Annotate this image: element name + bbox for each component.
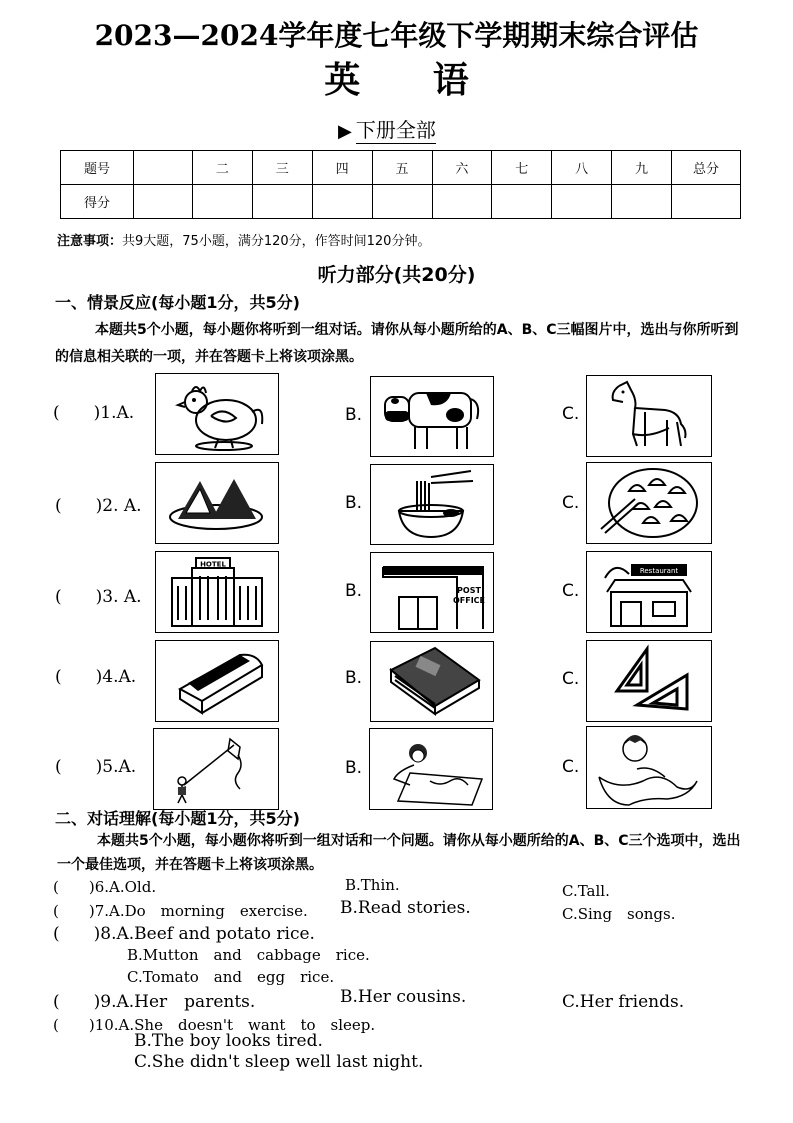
question-9-option-b: B.Her cousins.	[340, 987, 467, 1007]
dumplings-icon[interactable]	[586, 462, 712, 544]
notice	[57, 230, 430, 249]
table-cell: 题号	[61, 151, 134, 185]
score-input-cell[interactable]	[492, 185, 552, 219]
question-3-number: ( )3. A.	[55, 587, 142, 607]
question-10-option-c: C.She didn't sleep well last night.	[134, 1052, 424, 1072]
eraser-icon[interactable]	[155, 640, 279, 722]
question-2-number: ( )2. A.	[55, 496, 142, 516]
question-8-option-c: C.Tomato and egg rice.	[127, 968, 335, 986]
swimming-icon[interactable]	[586, 726, 712, 809]
noodles-icon[interactable]	[370, 464, 494, 545]
horse-icon[interactable]	[586, 375, 712, 457]
scope-text: 下册全部	[355, 118, 436, 142]
notice-text: 共9大题，75小题，满分120分，作答时间120分钟。	[122, 234, 431, 249]
table-cell: 二	[193, 151, 253, 185]
question-5-option-c: C.	[562, 757, 580, 777]
score-input-cell[interactable]	[193, 185, 253, 219]
set-square-icon[interactable]	[586, 640, 712, 722]
section2-heading: 二、对话理解(每小题1分，共5分)	[55, 809, 300, 828]
scope-line	[338, 114, 436, 143]
score-input-cell[interactable]	[552, 185, 612, 219]
section2-instruction: 本题共5个小题，每小题你将听到一组对话和一个问题。请你从每小题所给的A、B、C三个选项中，选出一个最佳选项，并在答题卡上将该项涂黑。	[57, 833, 741, 873]
question-3-option-b: B.	[345, 581, 363, 601]
score-table	[60, 150, 741, 219]
post-office-icon[interactable]	[370, 552, 494, 633]
question-9-option-c: C.Her friends.	[562, 992, 685, 1012]
section1-heading: 一、情景反应(每小题1分，共5分)	[55, 293, 300, 312]
score-input-cell[interactable]	[134, 185, 193, 219]
hen-icon[interactable]	[155, 373, 279, 455]
question-1-option-b: B.	[345, 405, 363, 425]
question-9-option-a: ( )9.A.Her parents.	[53, 992, 256, 1012]
question-2-option-c: C.	[562, 493, 580, 513]
question-4-option-c: C.	[562, 669, 580, 689]
hotel-sign: HOTEL	[200, 560, 226, 569]
question-4-number: ( )4.A.	[55, 667, 137, 687]
score-input-cell[interactable]	[612, 185, 672, 219]
score-input-cell[interactable]	[312, 185, 372, 219]
table-cell: 得分	[61, 185, 134, 219]
question-1-number: ( )1.A.	[53, 403, 135, 423]
table-cell: 九	[612, 151, 672, 185]
hotel-icon[interactable]	[155, 551, 279, 633]
question-6-option-a: ( )6.A.Old.	[53, 878, 157, 896]
exam-title: 2023—2024学年度七年级下学期期末综合评估	[94, 19, 699, 52]
question-6-option-c: C.Tall.	[562, 882, 610, 900]
table-cell: 七	[492, 151, 552, 185]
question-6-option-b: B.Thin.	[345, 876, 400, 894]
post-sign-2: OFFICE	[452, 596, 486, 605]
kite-icon[interactable]	[153, 728, 279, 810]
question-5-option-b: B.	[345, 758, 363, 778]
score-table-row-score	[61, 185, 741, 219]
question-7-option-b: B.Read stories.	[340, 898, 471, 918]
score-input-cell[interactable]	[432, 185, 492, 219]
score-input-cell[interactable]	[372, 185, 432, 219]
table-cell: 总分	[672, 151, 741, 185]
table-cell: 五	[372, 151, 432, 185]
table-cell: 三	[252, 151, 312, 185]
question-7-option-c: C.Sing songs.	[562, 905, 676, 923]
question-8-option-a: ( )8.A.Beef and potato rice.	[53, 924, 315, 944]
section1-instruction: 本题共5个小题，每小题你将听到一组对话。请你从每小题所给的A、B、C三幅图片中，选出与你所听到的信息相关联的一项，并在答题卡上将该项涂黑。	[55, 322, 739, 365]
subject-title: 英 语	[324, 59, 469, 101]
table-cell: 八	[552, 151, 612, 185]
triangle-marker-icon: ▶	[338, 121, 352, 142]
cow-icon[interactable]	[370, 376, 494, 457]
question-2-option-b: B.	[345, 493, 363, 513]
question-10-option-a: ( )10.A.She doesn't want to sleep.	[53, 1016, 376, 1034]
zongzi-icon[interactable]	[155, 462, 279, 544]
restaurant-icon[interactable]	[586, 551, 712, 633]
question-5-number: ( )5.A.	[55, 757, 137, 777]
book-icon[interactable]	[370, 641, 494, 722]
restaurant-sign: Restaurant	[639, 567, 679, 575]
post-sign-1: POST	[457, 586, 481, 595]
score-input-cell[interactable]	[252, 185, 312, 219]
question-4-option-b: B.	[345, 668, 363, 688]
notice-label: 注意事项：	[57, 234, 123, 249]
question-7-option-a: ( )7.A.Do morning exercise.	[53, 902, 308, 920]
listening-part-title: 听力部分(共20分)	[317, 264, 476, 286]
table-cell: 四	[312, 151, 372, 185]
drawing-icon[interactable]	[369, 728, 493, 810]
question-1-option-c: C.	[562, 404, 580, 424]
question-3-option-c: C.	[562, 581, 580, 601]
score-table-row-header	[61, 151, 741, 185]
question-8-option-b: B.Mutton and cabbage rice.	[127, 946, 370, 964]
score-input-cell[interactable]	[672, 185, 741, 219]
table-cell: 六	[432, 151, 492, 185]
table-cell	[134, 151, 193, 185]
question-10-option-b: B.The boy looks tired.	[134, 1031, 323, 1051]
